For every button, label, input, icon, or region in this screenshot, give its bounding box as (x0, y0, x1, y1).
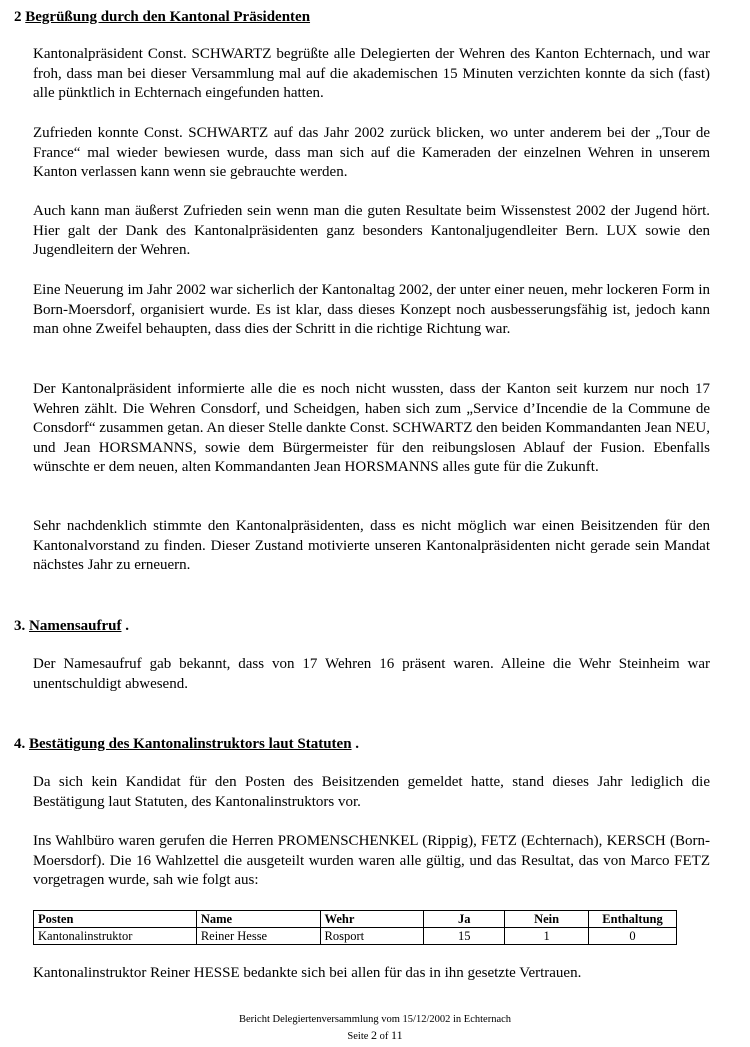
section-3-suffix: . (121, 618, 129, 634)
table-header-row (34, 911, 677, 928)
section-4-suffix: . (351, 736, 360, 752)
section-4-heading (14, 735, 359, 755)
footer-page-number (0, 1028, 750, 1044)
table-cell: Rosport (320, 928, 424, 945)
section-3-heading (14, 617, 129, 637)
paragraph: Da sich kein Kandidat für den Posten des Beisitzenden gemeldet hatte, stand dieses Jahr lediglich die Bestätigung laut Statuten, des Kantonalinstruktors vor. (33, 774, 710, 810)
table-cell: 15 (424, 928, 505, 945)
page-prefix: Seite (347, 1031, 372, 1042)
section-2-number: 2 (14, 9, 22, 25)
paragraph: Zufrieden konnte Const. SCHWARTZ auf das Jahr 2002 zurück blicken, wo unter anderem bei der „Tour de France“ mal wieder bewiesen wurde, dass man sich auf die Kameraden der einzelnen Wehren in unserem Kanton verlassen kann wenn sie gebrauchte werden. (33, 125, 710, 181)
footer-report-title: Bericht Delegiertenversammlung vom 15/12/2002 in Echternach (238, 1014, 512, 1025)
paragraph: Auch kann man äußerst Zufrieden sein wenn man die guten Resultate beim Wissenstest 2002 der Jugend hört. Hier galt der Dank des Kantonalpräsidenten ganz besonders Kantonaljugendleiter Bern. LUX sowie den Jugendleitern der Wehren. (33, 203, 710, 259)
table-row (34, 928, 677, 945)
column-header: Posten (34, 911, 197, 928)
paragraph: Der Namesaufruf gab bekannt, dass von 17 Wehren 16 präsent waren. Alleine die Wehr Steinheim war unentschuldigt abwesend. (33, 656, 710, 692)
page-of: of (377, 1031, 392, 1042)
paragraph: Kantonalinstruktor Reiner HESSE bedankte sich bei allen für das in ihn gesetzte Vertrauen. (33, 965, 582, 981)
paragraph: Der Kantonalpräsident informierte alle die es noch nicht wussten, dass der Kanton seit kurzem nur noch 17 Wehren zählt. Die Wehren Consdorf, und Scheidgen, haben sich zum „Service d’Incendie de la Commune de Consdorf“ zusammen getan. An dieser Stelle dankte Const. SCHWARTZ den beiden Kommandanten Jean NEU, und Jean HORSMANNS, sowie dem Bürgermeister für den reibungslosen Ablauf der Fusion. Ebenfalls wünschte er dem neuen, alten Kommandanten Jean HORSMANNS alles gute für die Zukunft. (33, 381, 710, 476)
table-cell: Kantonalinstruktor (34, 928, 197, 945)
section-2-title: Begrüßung durch den Kantonal Präsidenten (25, 9, 311, 25)
column-header: Ja (424, 911, 505, 928)
section-4-title: Bestätigung des Kantonalinstruktors laut Statuten (29, 736, 352, 752)
section-3-title: Namensaufruf (29, 618, 122, 634)
paragraph: Eine Neuerung im Jahr 2002 war sicherlich der Kantonaltag 2002, der unter einer neuen, mehr lockeren Form in Born-Moersdorf, organisiert wurde. Es ist klar, dass dieses Konzept noch ausbesserungsfähig ist, jedoch kann man ohne Zweifel behaupten, dass dies der Schritt in die richtige Richtung war. (33, 282, 710, 338)
paragraph: Ins Wahlbüro waren gerufen die Herren PROMENSCHENKEL (Rippig), FETZ (Echternach), KERSCH (Born-Moersdorf). Die 16 Wahlzettel die ausgeteilt wurden waren alle gültig, und das Resultat, das von Marco FETZ vorgetragen wurde, sah wie folgt aus: (33, 833, 710, 889)
table-cell: Reiner Hesse (196, 928, 320, 945)
section-2-heading (14, 8, 310, 28)
total-pages: 11 (391, 1028, 403, 1042)
section-4-number: 4. (14, 736, 26, 752)
table-cell: 0 (589, 928, 677, 945)
column-header: Nein (505, 911, 589, 928)
results-table (33, 910, 677, 945)
column-header: Wehr (320, 911, 424, 928)
column-header: Enthaltung (589, 911, 677, 928)
section-3-number: 3. (14, 618, 26, 634)
table-cell: 1 (505, 928, 589, 945)
current-page: 2 (371, 1028, 378, 1042)
paragraph: Sehr nachdenklich stimmte den Kantonalpräsidenten, dass es nicht möglich war einen Beisitzenden für den Kantonalvorstand zu finden. Dieser Zustand motivierte unseren Kantonalpräsidenten nicht gerade sein Mandat nächstes Jahr zu erneuern. (33, 518, 710, 574)
column-header: Name (196, 911, 320, 928)
paragraph: Kantonalpräsident Const. SCHWARTZ begrüßte alle Delegierten der Wehren des Kanton Echternach, und war froh, dass man bei dieser Versammlung mal auf die akademischen 15 Minuten verzichten konnte da sich (fast) alle pünktlich in Echternach eingefunden hatten. (33, 46, 710, 102)
